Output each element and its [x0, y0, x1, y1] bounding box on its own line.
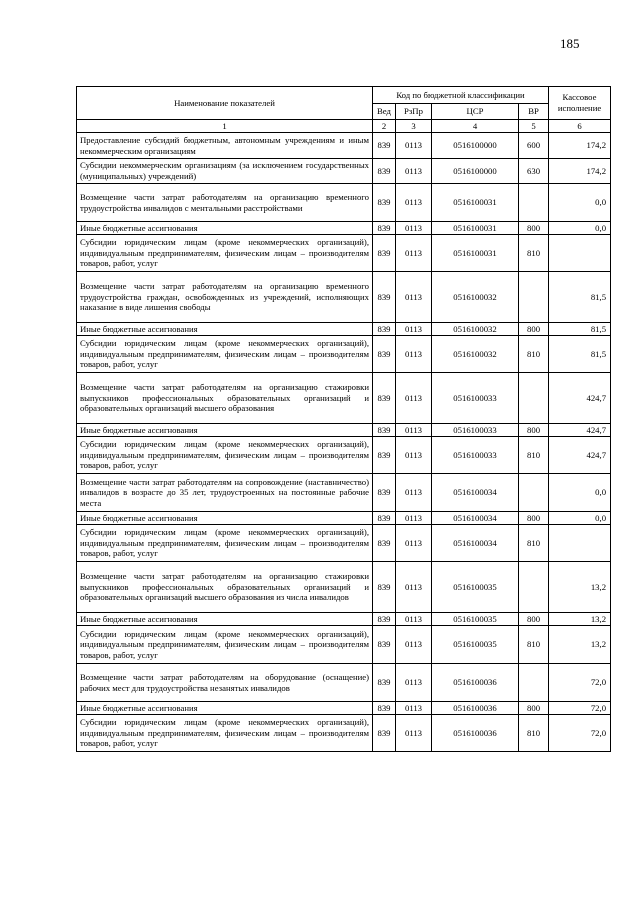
- row-vr: 630: [519, 159, 549, 184]
- row-csr: 0516100000: [432, 133, 519, 159]
- row-vr: [519, 373, 549, 424]
- row-name: Возмещение части затрат работодателям на организацию временного трудоустройства граждан, освобожденных из учреждений, исполняющих наказание в виде лишения свободы: [77, 272, 373, 323]
- row-rzpr: 0113: [396, 437, 432, 474]
- row-rzpr: 0113: [396, 235, 432, 272]
- row-ved: 839: [373, 323, 396, 336]
- row-amount: [549, 525, 611, 562]
- row-vr: [519, 562, 549, 613]
- row-amount: 72,0: [549, 664, 611, 702]
- row-amount: [549, 235, 611, 272]
- row-csr: 0516100034: [432, 525, 519, 562]
- row-name: Иные бюджетные ассигнования: [77, 613, 373, 626]
- row-rzpr: 0113: [396, 474, 432, 512]
- row-rzpr: 0113: [396, 336, 432, 373]
- row-amount: 13,2: [549, 562, 611, 613]
- row-rzpr: 0113: [396, 664, 432, 702]
- row-name: Возмещение части затрат работодателям на организацию временного трудоустройства инвалидов с ментальными расстройствами: [77, 184, 373, 222]
- row-rzpr: 0113: [396, 512, 432, 525]
- header-ved: Вед: [373, 104, 396, 120]
- row-ved: 839: [373, 222, 396, 235]
- row-vr: 810: [519, 715, 549, 752]
- row-csr: 0516100034: [432, 474, 519, 512]
- col-number: 5: [519, 120, 549, 133]
- row-rzpr: 0113: [396, 702, 432, 715]
- row-vr: 800: [519, 323, 549, 336]
- row-amount: 174,2: [549, 159, 611, 184]
- table-row: [77, 336, 611, 373]
- row-ved: 839: [373, 336, 396, 373]
- row-amount: 13,2: [549, 626, 611, 664]
- header-csr: ЦСР: [432, 104, 519, 120]
- row-rzpr: 0113: [396, 424, 432, 437]
- table-row: [77, 437, 611, 474]
- row-csr: 0516100036: [432, 664, 519, 702]
- header-name: Наименование показателей: [77, 87, 373, 120]
- row-vr: 800: [519, 512, 549, 525]
- col-number: 2: [373, 120, 396, 133]
- row-vr: [519, 272, 549, 323]
- row-csr: 0516100036: [432, 702, 519, 715]
- row-name: Субсидии юридическим лицам (кроме некоммерческих организаций), индивидуальным предпринимателям, физическим лицам – производителям товаров, работ, услуг: [77, 525, 373, 562]
- row-amount: 0,0: [549, 512, 611, 525]
- row-amount: 81,5: [549, 336, 611, 373]
- budget-table: [76, 86, 611, 752]
- row-rzpr: 0113: [396, 525, 432, 562]
- row-name: Субсидии юридическим лицам (кроме некоммерческих организаций), индивидуальным предпринимателям, физическим лицам – производителям товаров, работ, услуг: [77, 715, 373, 752]
- row-name: Субсидии некоммерческим организациям (за исключением государственных (муниципальных) учреждений): [77, 159, 373, 184]
- row-rzpr: 0113: [396, 613, 432, 626]
- row-vr: 800: [519, 702, 549, 715]
- table-row: [77, 613, 611, 626]
- row-csr: 0516100035: [432, 613, 519, 626]
- row-name: Субсидии юридическим лицам (кроме некоммерческих организаций), индивидуальным предпринимателям, физическим лицам – производителям товаров, работ, услуг: [77, 336, 373, 373]
- row-csr: 0516100033: [432, 424, 519, 437]
- row-name: Иные бюджетные ассигнования: [77, 222, 373, 235]
- row-csr: 0516100031: [432, 222, 519, 235]
- table-row: [77, 222, 611, 235]
- row-ved: 839: [373, 664, 396, 702]
- row-csr: 0516100000: [432, 159, 519, 184]
- col-number: 1: [77, 120, 373, 133]
- table-row: [77, 184, 611, 222]
- table-row: [77, 702, 611, 715]
- row-vr: 600: [519, 133, 549, 159]
- row-ved: 839: [373, 272, 396, 323]
- table-row: [77, 424, 611, 437]
- row-ved: 839: [373, 702, 396, 715]
- row-csr: 0516100031: [432, 235, 519, 272]
- table-row: [77, 626, 611, 664]
- row-name: Предоставление субсидий бюджетным, автономным учреждениям и иным некоммерческим организациям: [77, 133, 373, 159]
- col-number: 3: [396, 120, 432, 133]
- row-ved: 839: [373, 424, 396, 437]
- row-vr: 800: [519, 613, 549, 626]
- row-rzpr: 0113: [396, 626, 432, 664]
- row-ved: 839: [373, 525, 396, 562]
- row-csr: 0516100032: [432, 336, 519, 373]
- column-numbers-row: [77, 120, 611, 133]
- row-amount: 0,0: [549, 184, 611, 222]
- row-amount: 81,5: [549, 272, 611, 323]
- row-rzpr: 0113: [396, 373, 432, 424]
- row-name: Возмещение части затрат работодателям на организацию стажировки выпускников профессиональных образовательных организаций и образовательных организаций высшего образования из числа инвалидов: [77, 562, 373, 613]
- row-rzpr: 0113: [396, 222, 432, 235]
- row-ved: 839: [373, 159, 396, 184]
- row-name: Возмещение части затрат работодателям на организацию стажировки выпускников профессиональных образовательных организаций и образовательных организаций высшего образования: [77, 373, 373, 424]
- row-csr: 0516100033: [432, 437, 519, 474]
- row-amount: 13,2: [549, 613, 611, 626]
- row-vr: 810: [519, 626, 549, 664]
- row-csr: 0516100032: [432, 323, 519, 336]
- table-row: [77, 562, 611, 613]
- header-code-group: Код по бюджетной классификации: [373, 87, 549, 104]
- row-csr: 0516100036: [432, 715, 519, 752]
- row-vr: [519, 474, 549, 512]
- row-ved: 839: [373, 562, 396, 613]
- table-row: [77, 525, 611, 562]
- row-rzpr: 0113: [396, 159, 432, 184]
- row-csr: 0516100035: [432, 562, 519, 613]
- table-row: [77, 474, 611, 512]
- table-row: [77, 323, 611, 336]
- row-rzpr: 0113: [396, 562, 432, 613]
- row-amount: 424,7: [549, 424, 611, 437]
- row-name: Субсидии юридическим лицам (кроме некоммерческих организаций), индивидуальным предпринимателям, физическим лицам – производителям товаров, работ, услуг: [77, 437, 373, 474]
- row-ved: 839: [373, 437, 396, 474]
- row-csr: 0516100035: [432, 626, 519, 664]
- row-csr: 0516100034: [432, 512, 519, 525]
- row-amount: 81,5: [549, 323, 611, 336]
- row-amount: 72,0: [549, 715, 611, 752]
- row-ved: 839: [373, 184, 396, 222]
- table-row: [77, 272, 611, 323]
- row-csr: 0516100032: [432, 272, 519, 323]
- row-amount: 0,0: [549, 222, 611, 235]
- table-row: [77, 159, 611, 184]
- table-row: [77, 715, 611, 752]
- row-name: Субсидии юридическим лицам (кроме некоммерческих организаций), индивидуальным предпринимателям, физическим лицам – производителям товаров, работ, услуг: [77, 235, 373, 272]
- table-row: [77, 373, 611, 424]
- row-name: Иные бюджетные ассигнования: [77, 323, 373, 336]
- row-amount: 174,2: [549, 133, 611, 159]
- row-amount: 424,7: [549, 373, 611, 424]
- row-ved: 839: [373, 626, 396, 664]
- row-rzpr: 0113: [396, 323, 432, 336]
- row-name: Иные бюджетные ассигнования: [77, 702, 373, 715]
- row-ved: 839: [373, 474, 396, 512]
- row-vr: [519, 184, 549, 222]
- row-vr: 810: [519, 336, 549, 373]
- row-csr: 0516100031: [432, 184, 519, 222]
- row-amount: 424,7: [549, 437, 611, 474]
- row-vr: 810: [519, 525, 549, 562]
- row-vr: 810: [519, 437, 549, 474]
- row-name: Возмещение части затрат работодателям на сопровождение (наставничество) инвалидов в возрасте до 35 лет, трудоустроенных на постоянные рабочие места: [77, 474, 373, 512]
- row-name: Иные бюджетные ассигнования: [77, 512, 373, 525]
- row-ved: 839: [373, 235, 396, 272]
- header-rzpr: РзПр: [396, 104, 432, 120]
- row-ved: 839: [373, 613, 396, 626]
- row-rzpr: 0113: [396, 272, 432, 323]
- row-vr: 810: [519, 235, 549, 272]
- row-name: Возмещение части затрат работодателям на оборудование (оснащение) рабочих мест для трудоустройства незанятых инвалидов: [77, 664, 373, 702]
- row-name: Субсидии юридическим лицам (кроме некоммерческих организаций), индивидуальным предпринимателям, физическим лицам – производителям товаров, работ, услуг: [77, 626, 373, 664]
- row-name: Иные бюджетные ассигнования: [77, 424, 373, 437]
- header-vr: ВР: [519, 104, 549, 120]
- table-row: [77, 512, 611, 525]
- table-row: [77, 235, 611, 272]
- row-ved: 839: [373, 133, 396, 159]
- row-ved: 839: [373, 512, 396, 525]
- table-row: [77, 133, 611, 159]
- row-csr: 0516100033: [432, 373, 519, 424]
- row-amount: 72,0: [549, 702, 611, 715]
- row-ved: 839: [373, 715, 396, 752]
- table-row: [77, 664, 611, 702]
- col-number: 4: [432, 120, 519, 133]
- row-rzpr: 0113: [396, 184, 432, 222]
- row-rzpr: 0113: [396, 715, 432, 752]
- row-rzpr: 0113: [396, 133, 432, 159]
- row-vr: 800: [519, 424, 549, 437]
- header-amount: Кассовое исполнение: [549, 87, 611, 120]
- col-number: 6: [549, 120, 611, 133]
- row-ved: 839: [373, 373, 396, 424]
- row-vr: [519, 664, 549, 702]
- row-vr: 800: [519, 222, 549, 235]
- row-amount: 0,0: [549, 474, 611, 512]
- page-number: 185: [560, 36, 580, 51]
